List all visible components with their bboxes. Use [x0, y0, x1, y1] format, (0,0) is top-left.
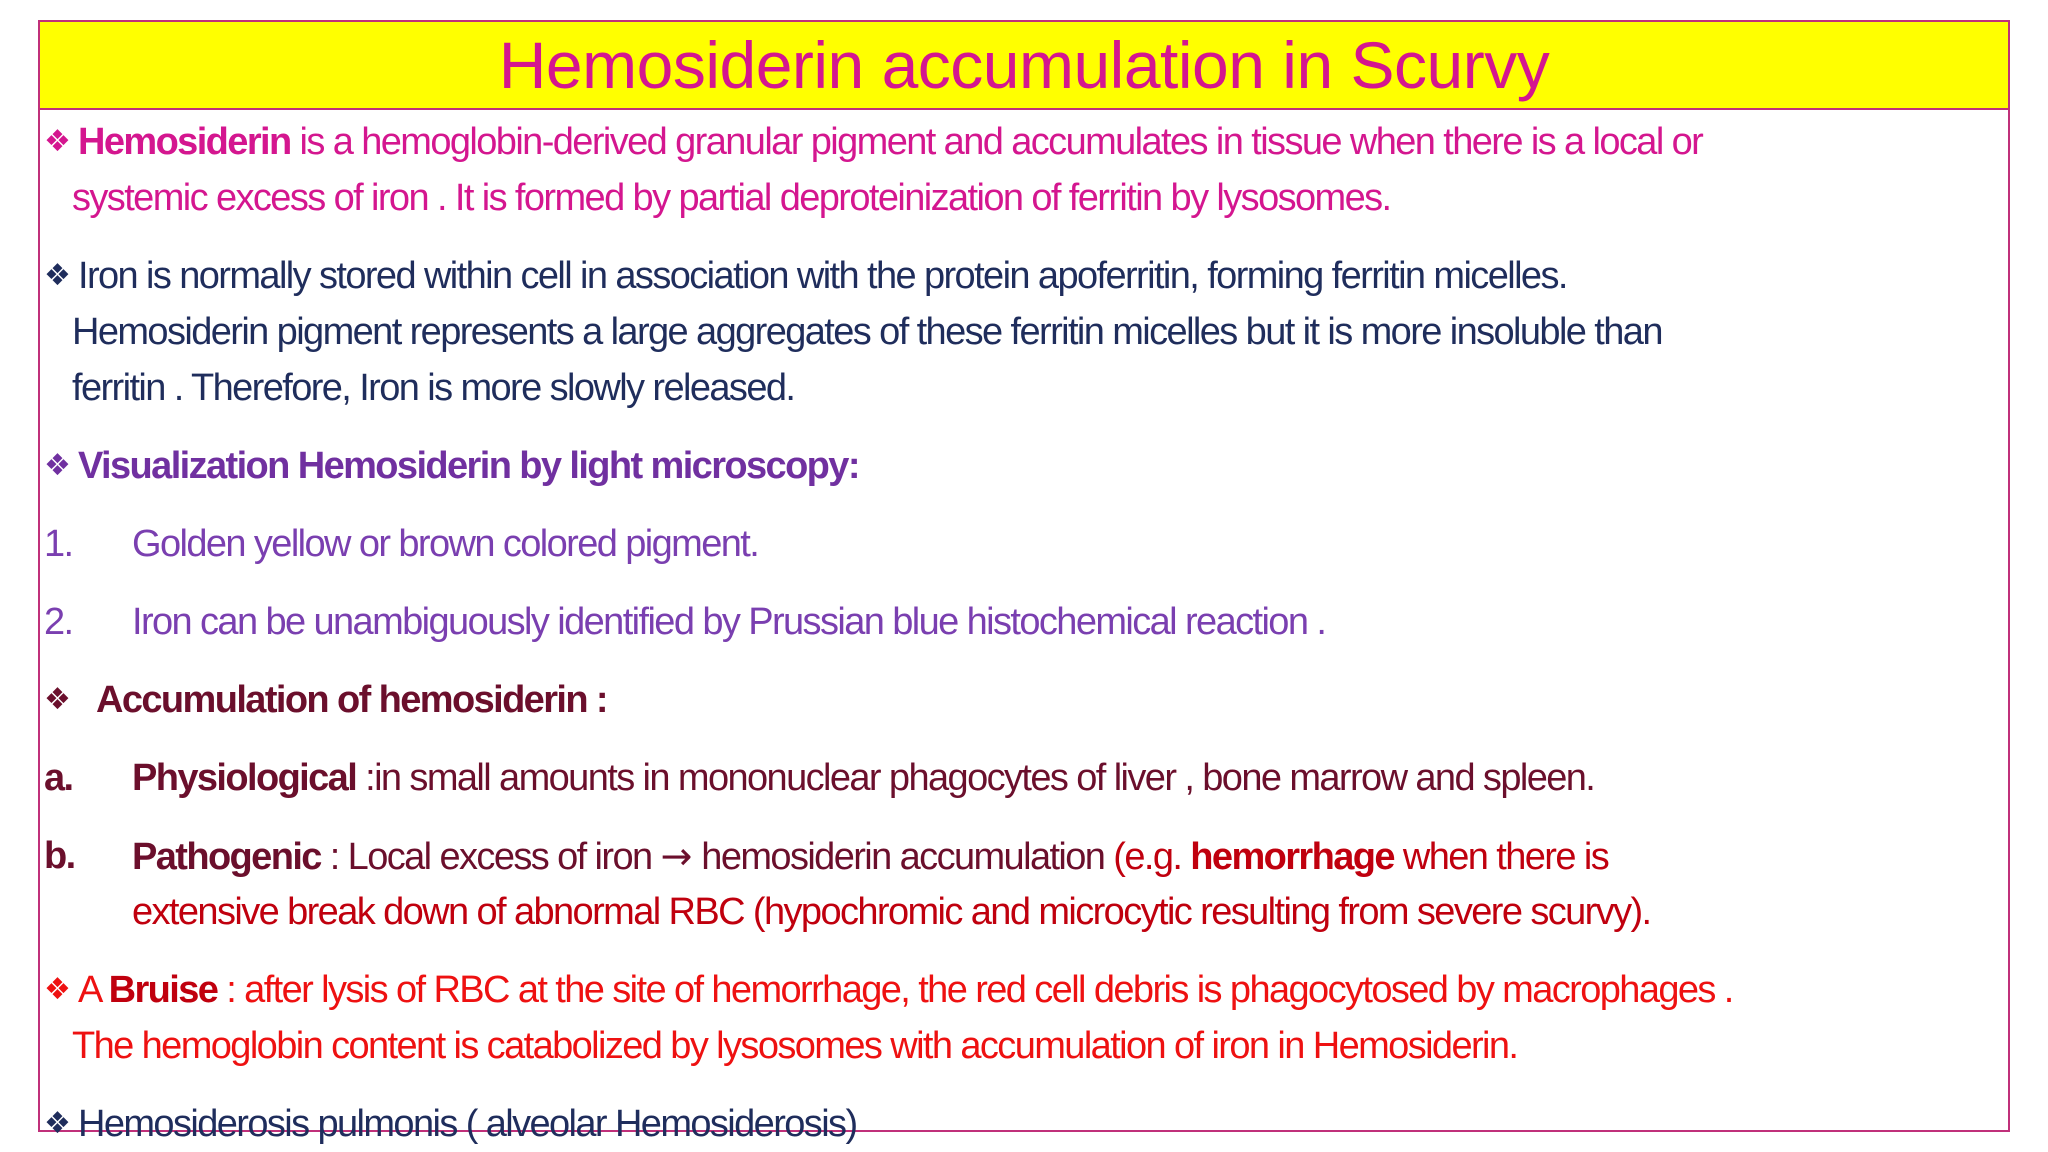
para-bruise-line2: The hemoglobin content is catabolized by lysosomes with accumulation of iron in Hemosiderin.	[72, 1025, 1518, 1067]
diamond-bullet-icon: ❖	[44, 258, 71, 293]
term-bruise: Bruise	[108, 969, 218, 1011]
bruise-text1: : after lysis of RBC at the site of hemorrhage, the red cell debris is phagocytosed by macrophages .	[217, 969, 1733, 1011]
diamond-bullet-icon: ❖	[44, 124, 71, 159]
slide-frame	[38, 20, 2010, 1145]
bruise-lead: A	[78, 969, 109, 1011]
accumulation-heading: Accumulation of hemosiderin :	[96, 679, 607, 721]
diamond-bullet-icon: ❖	[44, 682, 71, 717]
slide-title: Hemosiderin accumulation in Scurvy	[498, 28, 1550, 102]
para-iron-line3: ferritin . Therefore, Iron is more slowly released.	[72, 367, 795, 409]
list-number: 1.	[44, 523, 73, 565]
term-pathogenic: Pathogenic	[132, 836, 321, 878]
diamond-bullet-icon: ❖	[44, 448, 71, 483]
arrow-right-icon: →	[660, 834, 693, 878]
pathogenic-text3: (e.g.	[1113, 836, 1191, 878]
list-item-text: Golden yellow or brown colored pigment.	[132, 523, 759, 565]
visualization-heading: Visualization Hemosiderin by light microscopy:	[78, 445, 859, 487]
diamond-bullet-icon: ❖	[44, 1106, 71, 1141]
diamond-bullet-icon: ❖	[44, 972, 71, 1007]
list-letter: a.	[44, 757, 73, 799]
term-hemorrhage: hemorrhage	[1190, 836, 1394, 878]
pathogenic-text2: hemosiderin accumulation	[692, 836, 1114, 878]
physiological-text: :in small amounts in mononuclear phagocytes of liver , bone marrow and spleen.	[356, 757, 1595, 799]
title-bar	[40, 22, 2008, 110]
hemosiderosis-text: Hemosiderosis pulmonis ( alveolar Hemosiderosis)	[78, 1103, 857, 1145]
para-hemosiderin-text1: is a hemoglobin-derived granular pigment and accumulates in tissue when there is a local or	[290, 121, 1703, 163]
para-hemosiderin-line2: systemic excess of iron . It is formed by partial deproteinization of ferritin by lysosomes.	[72, 177, 1391, 219]
list-item-text: Iron can be unambiguously identified by Prussian blue histochemical reaction .	[132, 601, 1326, 643]
para-iron-text1: Iron is normally stored within cell in association with the protein apoferritin, forming ferritin micelles.	[78, 255, 1567, 297]
term-physiological: Physiological	[132, 757, 357, 799]
list-number: 2.	[44, 601, 73, 643]
pathogenic-text4: when there is	[1393, 836, 1609, 878]
pathogenic-text1: : Local excess of iron	[320, 836, 661, 878]
list-letter: b.	[44, 835, 75, 877]
para-iron-line2: Hemosiderin pigment represents a large aggregates of these ferritin micelles but it is more insoluble than	[72, 311, 1662, 353]
pathogenic-line2: extensive break down of abnormal RBC (hypochromic and microcytic resulting from severe scurvy).	[132, 891, 1651, 933]
term-hemosiderin: Hemosiderin	[78, 121, 291, 163]
